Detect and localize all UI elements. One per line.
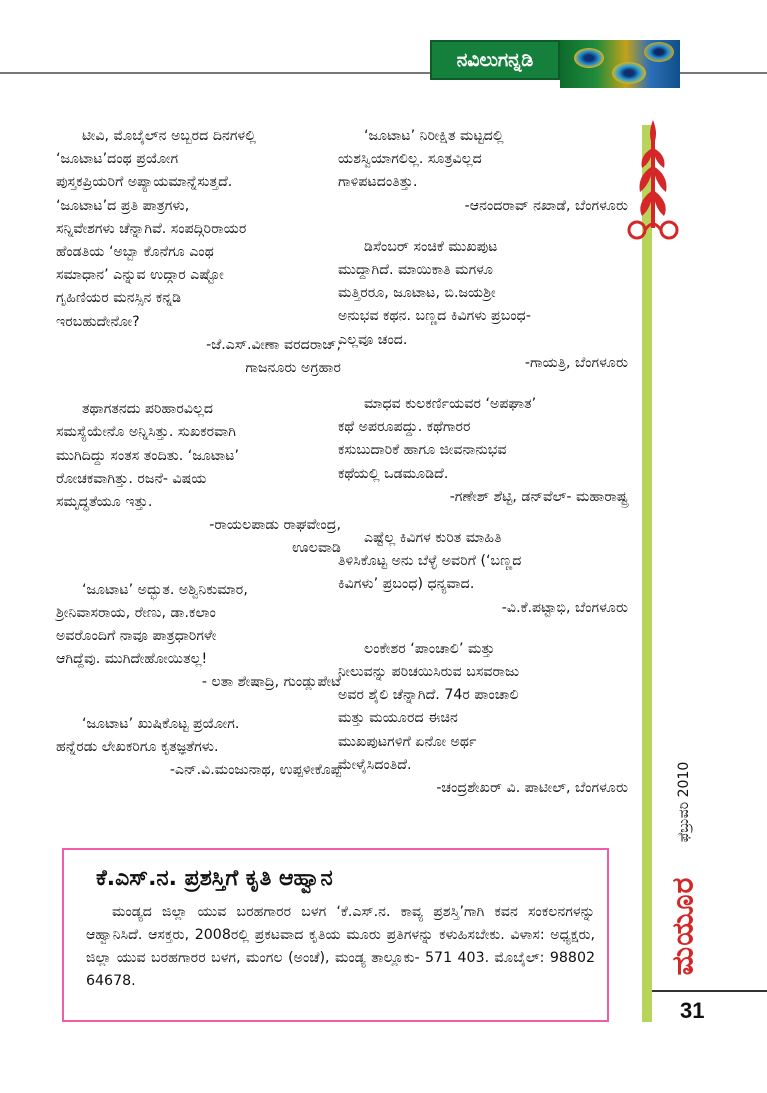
letter-line: ಮುಖಪುಟಗಳಿಗೆ ಏನೋ ಅರ್ಥ (338, 733, 477, 750)
letter-line: ನೀಲುವನ್ನು ಪರಿಚಯಿಸಿರುವ ಬಸವರಾಜು (338, 664, 520, 681)
letter-line: ಎಲ್ಲವೂ ಚಂದ. (338, 331, 408, 348)
letter-line: ಆಗಿದ್ದೆವು. ಮುಗಿದೇಹೋಯಿತಲ್ಲ! (56, 651, 208, 668)
letter-line: ‘ಜೂಟಾಟ’ ನಿರೀಕ್ಷಿತ ಮಟ್ಟದಲ್ಲಿ (364, 128, 504, 144)
page-number: 31 (680, 998, 705, 1023)
letter-line: ಮುದ್ದಾಗಿದೆ. ಮಾಯಿಕಾತಿ ಮಗಳೂ (338, 262, 494, 279)
magazine-name: ಮಯೂರ (665, 876, 701, 976)
letter-line: ಮತ್ತಿರರೂ, ಜೂಟಾಟ, ಬಿ.ಜಯಶ್ರೀ (338, 285, 496, 302)
letter-line: ಹೆಂಡತಿಯ ‘ಅಬ್ಬಾ ಕೊನೆಗೂ ಎಂಥ (56, 244, 214, 261)
letter-line: ಕಥೆ ಅಪರೂಪದ್ದು. ಕಥೆಗಾರರ (338, 419, 471, 436)
letter-signature: ಗಾಜನೂರು ಅಗ್ರಹಾರ (245, 360, 341, 377)
letter-line: ಗಾಳಿಪಟದಂತಿತ್ತು. (338, 174, 418, 191)
letter-line: ಲಂಕೇಶರ ‘ಪಾಂಚಾಲಿ’ ಮತ್ತು (364, 640, 495, 657)
letter-line: ‘ಜೂಟಾಟ’ದಂಥ ಪ್ರಯೋಗ (56, 151, 179, 168)
letter-line: ಸಮೃದ್ಧತೆಯೂ ಇತ್ತು. (56, 494, 153, 511)
reader-letter (338, 125, 628, 218)
letter-signature: -ಆನಂದರಾವ್ ನಖಾಡೆ, ಬೆಂಗಳೂರು (464, 197, 628, 214)
letter-line: ‘ಜೂಟಾಟ’ದ ಪ್ರತಿ ಪಾತ್ರಗಳು, (56, 197, 190, 214)
letter-line: ಅವರೊಂದಿಗೆ ನಾವೂ ಪಾತ್ರಧಾರಿಗಳೇ (56, 628, 217, 645)
floral-ornament-icon (624, 118, 682, 248)
letter-signature: -ಗಣೇಶ್ ಶೆಟ್ಟಿ, ಡನ್‌ವೆಲ್- ಮಹಾರಾಷ್ಟ್ರ (449, 488, 628, 505)
letter-line: ಕಿವಿಗಳು’ ಪ್ರಬಂಧ) ಧನ್ಯವಾದ. (338, 576, 475, 593)
reader-letter (56, 125, 341, 380)
letter-line: ಮುಗಿದಿದ್ದು ಸಂತಸ ತಂದಿತು. ‘ಜೂಟಾಟ’ (56, 447, 239, 464)
letter-line: ಗೃಹಿಣಿಯರ ಮನಸ್ಸಿನ ಕನ್ನಡಿ (56, 290, 182, 307)
side-color-bar (642, 125, 652, 1022)
notice-body: ಮಂಡ್ಯದ ಜಿಲ್ಲಾ ಯುವ ಬರಹಗಾರರ ಬಳಗ ‘ಕೆ.ಎಸ್.ನ. ಕಾವ್ಯ ಪ್ರಶಸ್ತಿ’ಗಾಗಿ ಕವನ ಸಂಕಲನಗಳನ್ನು ಆಹ್ವಾನಿಸಿದೆ. ಆಸಕ್ತರು, 2008ರಲ್ಲಿ ಪ್ರಕಟವಾದ ಕೃತಿಯ ಮೂರು ಪ್ರತಿಗಳನ್ನು ಕಳುಹಿಸಬೇಕು. ವಿಳಾಸ: ಅಧ್ಯಕ್ಷರು, ಜಿಲ್ಲಾ ಯುವ ಬರಹಗಾರರ ಬಳಗ, ಮಂಗಲ (ಅಂಚೆ), ಮಂಡ್ಯ ತಾಲ್ಲೂಕು- 571 403. ಮೊಬೈಲ್: 98802 64678. (86, 904, 595, 989)
letter-line: ಕಥೆಯಲ್ಲಿ ಒಡಮೂಡಿದೆ. (338, 465, 449, 482)
reader-letter (338, 236, 628, 375)
letters-column-right (338, 125, 628, 818)
letter-line: ಸಮಾಧಾನ’ ಎನ್ನುವ ಉದ್ಗಾರ ಎಷ್ಟೋ (56, 267, 224, 284)
letter-line: ಮತ್ತು ಮಯೂರದ ಈಚಿನ (338, 710, 458, 727)
reader-letter (338, 638, 628, 800)
letter-line: ಮೇಳೈಸಿದಂತಿದೆ. (338, 756, 412, 773)
footer-rule (652, 990, 767, 992)
letter-signature: -ರಾಯಲಪಾಡು ರಾಘವೇಂದ್ರ, (209, 517, 341, 534)
reader-letter (56, 713, 341, 783)
letter-line: ‘ಜೂಟಾಟ’ ಅದ್ಭುತ. ಅಶ್ವಿನಿಕುಮಾರ, (82, 581, 248, 598)
letter-signature: -ಚಂದ್ರಶೇಖರ್ ವಿ. ಪಾಟೀಲ್, ಬೆಂಗಳೂರು (436, 780, 628, 797)
letter-line: ಅನುಭವ ಕಥನ. ಬಣ್ಣದ ಕಿವಿಗಳು ಪ್ರಬಂಧ- (338, 308, 531, 325)
reader-letter (338, 393, 628, 509)
letter-line: ಕಸುಬುದಾರಿಕೆ ಹಾಗೂ ಜೀವನಾನುಭವ (338, 442, 507, 459)
letter-line: ಸಮಸ್ಯೆಯೇನೊ ಅನ್ನಿಸಿತ್ತು. ಸುಖಕರವಾಗಿ (56, 424, 237, 441)
letter-signature: - ಲತಾ ಶೇಷಾದ್ರಿ, ಗುಂಡ್ಲುಪೇಟೆ (201, 674, 341, 691)
section-title: ನವಿಲುಗನ್ನಡಿ (430, 40, 560, 80)
reader-letter (56, 398, 341, 560)
letter-line: ಮಾಧವ ಕುಲಕರ್ಣಿಯವರ ‘ಅಪಘಾತ’ (364, 396, 537, 413)
letter-line: ಸನ್ನಿವೇಶಗಳು ಚೆನ್ನಾಗಿವೆ. ಸಂಪದ್ಗಿರಿರಾಯರ (56, 220, 247, 237)
letter-line: ಟೀವಿ, ಮೊಬೈಲ್‌ನ ಅಬ್ಬರದ ದಿನಗಳಲ್ಲಿ (82, 128, 256, 144)
letter-line: ‘ಜೂಟಾಟ’ ಖುಷಿಕೊಟ್ಟ ಪ್ರಯೋಗ. (82, 715, 240, 732)
letter-line: ಎಷ್ಟೆಲ್ಲ ಕಿವಿಗಳ ಕುರಿತ ಮಾಹಿತಿ (364, 530, 502, 547)
peacock-feather-image (560, 40, 680, 88)
notice-title: ಕೆ.ಎಸ್.ನ. ಪ್ರಶಸ್ತಿಗೆ ಕೃತಿ ಆಹ್ವಾನ (96, 866, 333, 891)
letter-line: ಡಿಸೆಂಬರ್ ಸಂಚಿಕೆ ಮುಖಪುಟ (364, 238, 498, 255)
letter-line: ಇರಬಹುದೇನೋ? (56, 313, 140, 330)
letters-column-left (56, 125, 341, 800)
letter-line: ಹನ್ನೆರಡು ಲೇಖಕರಿಗೂ ಕೃತಜ್ಞತೆಗಳು. (56, 738, 219, 755)
letter-signature: ಊಲವಾಡಿ (292, 540, 341, 557)
reader-letter (338, 527, 628, 620)
letter-signature: -ಗಾಯತ್ರಿ, ಬೆಂಗಳೂರು (524, 354, 628, 371)
letter-line: ರೋಚಕವಾಗಿತ್ತು. ರಜನೆ- ವಿಷಯ (56, 470, 207, 487)
letter-line: ಪುಸ್ತಕಪ್ರಿಯರಿಗೆ ಅಪ್ಯಾಯಮಾನ್ನೆಸುತ್ತದೆ. (56, 174, 233, 191)
letter-line: ತಥಾಗತನದು ಪರಿಹಾರವಿಲ್ಲದ (82, 401, 214, 418)
letter-line: ತಿಳಿಸಿಕೊಟ್ಟ ಅನು ಬೆಳ್ಳೆ ಅವರಿಗೆ (‘ಬಣ್ಣದ (338, 553, 522, 570)
issue-date: ಫೆಬ್ರುವರಿ 2010 (676, 761, 692, 843)
letter-line: ಅವರ ಶೈಲಿ ಚೆನ್ನಾಗಿದೆ. 74ರ ಪಾಂಚಾಲಿ (338, 687, 519, 704)
award-notice-box (62, 848, 609, 1022)
letter-signature: -ವಿ.ಕೆ.ಪಟ್ಟಾಭಿ, ಬೆಂಗಳೂರು (501, 599, 628, 616)
reader-letter (56, 579, 341, 695)
letter-line: ಯಶಸ್ವಿಯಾಗಲಿಲ್ಲ. ಸೂತ್ರವಿಲ್ಲದ (338, 151, 482, 168)
letter-signature: -ಎನ್.ವಿ.ಮಂಜುನಾಥ, ಉಪ್ಪಳೀಕೊಪ್ಪ (169, 762, 341, 779)
letter-signature: -ಜೆ.ಎಸ್.ವೀಣಾ ವರದರಾಜ್, (206, 336, 341, 353)
letter-line: ಶ್ರೀನಿವಾಸರಾಯ, ರೇಣು, ಡಾ.ಕಲಾಂ (56, 604, 216, 621)
